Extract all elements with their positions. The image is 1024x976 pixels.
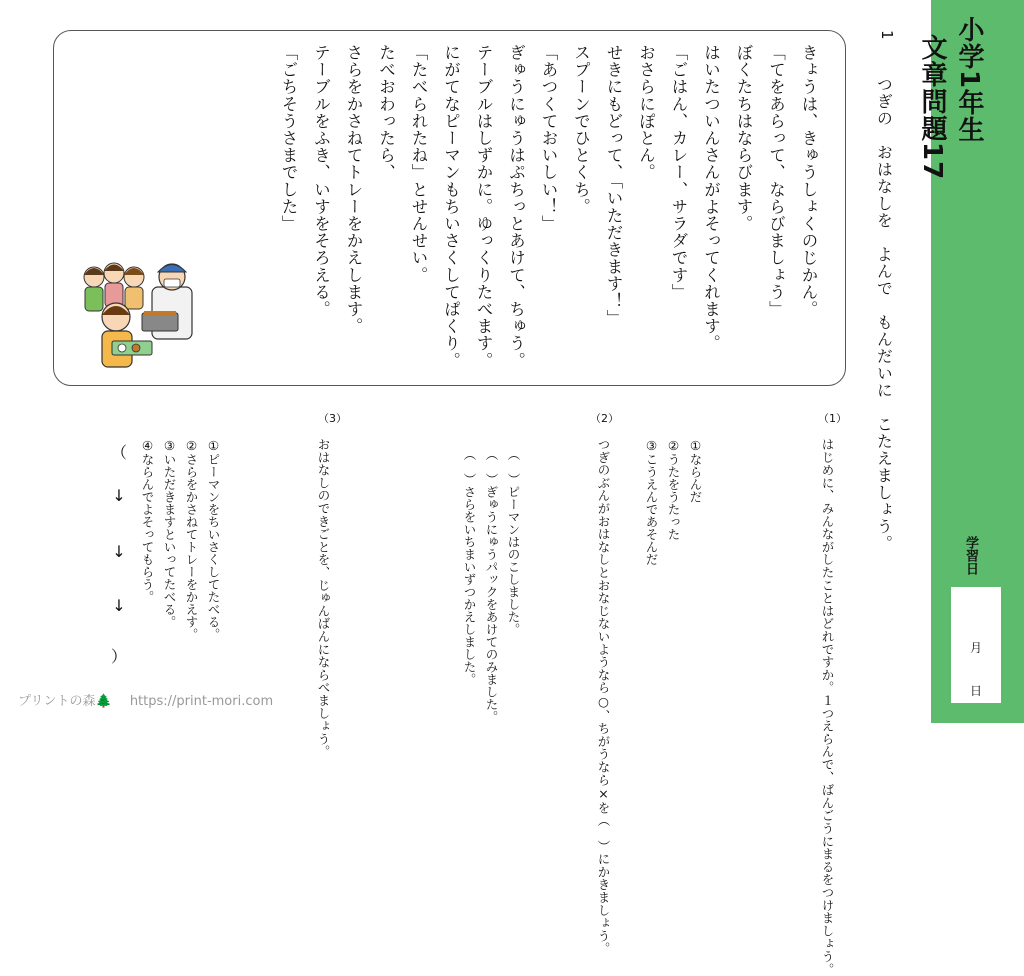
- story-paragraph: はいたついんさんがよそってくれます。: [701, 44, 721, 352]
- answer-close-paren: ）: [110, 647, 127, 666]
- question-3-label: （3）: [318, 412, 347, 425]
- worksheet-title: [914, 16, 988, 180]
- footer-url[interactable]: https://print-mori.com: [129, 694, 274, 709]
- answer-option: ④ならんでよそってもらう。: [140, 438, 155, 603]
- story-paragraph: ぎゅうにゅうはぷちっとあけて、ちゅう。: [506, 44, 526, 369]
- question-1-text: [817, 438, 838, 976]
- question-2-options: [458, 448, 524, 723]
- date-label: 学習日: [963, 536, 978, 575]
- story-paragraph: たべおわったら、さらをかさねてトレーをかえします。: [344, 44, 396, 335]
- question-1-options: [640, 438, 706, 638]
- question-1-label: （1）: [818, 412, 847, 425]
- question-2-text: [593, 438, 614, 955]
- answer-option: ③いただきますといってたべる。: [162, 438, 177, 628]
- story-text: [272, 44, 825, 374]
- answer-option: ①ならんだ: [688, 438, 703, 503]
- footer: [18, 690, 287, 709]
- day-label: 日: [970, 684, 983, 698]
- problem-instruction: つぎの おはなしを よんで もんだいに こたえましょう。: [874, 76, 894, 552]
- answer-option: ②うたをうたった: [666, 438, 681, 541]
- arrow-down-icon: ↓: [112, 542, 126, 561]
- order-answer-area[interactable]: [104, 440, 134, 670]
- arrow-down-icon: ↓: [112, 596, 126, 615]
- title-subject: 文章問題17: [917, 34, 947, 181]
- story-paragraph: ぼくたちはならびます。: [734, 44, 753, 233]
- answer-open-paren: （: [110, 443, 127, 462]
- question-3-options: [136, 438, 224, 678]
- story-paragraph: 「ごはん、カレー、サラダです」: [669, 44, 688, 301]
- answer-option: ②さらをかさねてトレーをかえす。: [184, 438, 199, 641]
- story-paragraph: 「てをあらって、ならびましょう」: [766, 44, 786, 318]
- question-3-text: [313, 438, 334, 758]
- answer-option: （ ）ぎゅうにゅうパックをあけてのみました。: [484, 448, 499, 723]
- story-paragraph: テーブルはしずかに。ゆっくりたべます。: [474, 44, 493, 369]
- question-2-label: （2）: [590, 412, 619, 425]
- story-paragraph: テーブルをふき、いすをそろえる。: [311, 44, 331, 318]
- arrow-down-icon: ↓: [112, 486, 126, 505]
- answer-option: （ ）ピーマンはのこしました。: [506, 448, 521, 636]
- story-paragraph: にがてなピーマンもちいさくしてぱくり。: [441, 44, 461, 369]
- question-text-line: おはなしのできごとを、じゅんばんにならべましょう。: [316, 438, 331, 758]
- question-text-line: はじめに、みんながしたことはどれですか。１つえらんで、ばんごうにまるをつけましょう。: [820, 438, 835, 976]
- school-lunch-illustration-icon: [80, 255, 210, 375]
- story-paragraph: せきにもどって、「いただきます！」: [604, 44, 623, 327]
- story-paragraph: 「たべられたね」とせんせい。: [409, 44, 428, 284]
- question-text-line: つぎのぶんがおはなしとおなじないようなら○、ちがうなら×を（ ）にかきましょう。: [596, 438, 611, 955]
- story-paragraph: おさらにぽとん。: [636, 44, 656, 181]
- story-paragraph: 「ごちそうさまでした」: [279, 44, 298, 233]
- footer-brand: プリントの森🌲: [18, 694, 112, 709]
- answer-option: ①ピーマンをちいさくしてたべる。: [206, 438, 221, 641]
- month-label: 月: [970, 641, 983, 655]
- story-paragraph: きょうは、きゅうしょくのじかん。: [799, 44, 818, 318]
- answer-option: （ ）さらをいちまいずつかえしました。: [462, 448, 477, 686]
- answer-option: ③こうえんであそんだ: [644, 438, 659, 566]
- title-grade: 小学1年生: [954, 16, 984, 144]
- story-paragraph: スプーンでひとくち。「あつくておいしい！」: [539, 44, 591, 233]
- problem-number: 1: [878, 30, 896, 40]
